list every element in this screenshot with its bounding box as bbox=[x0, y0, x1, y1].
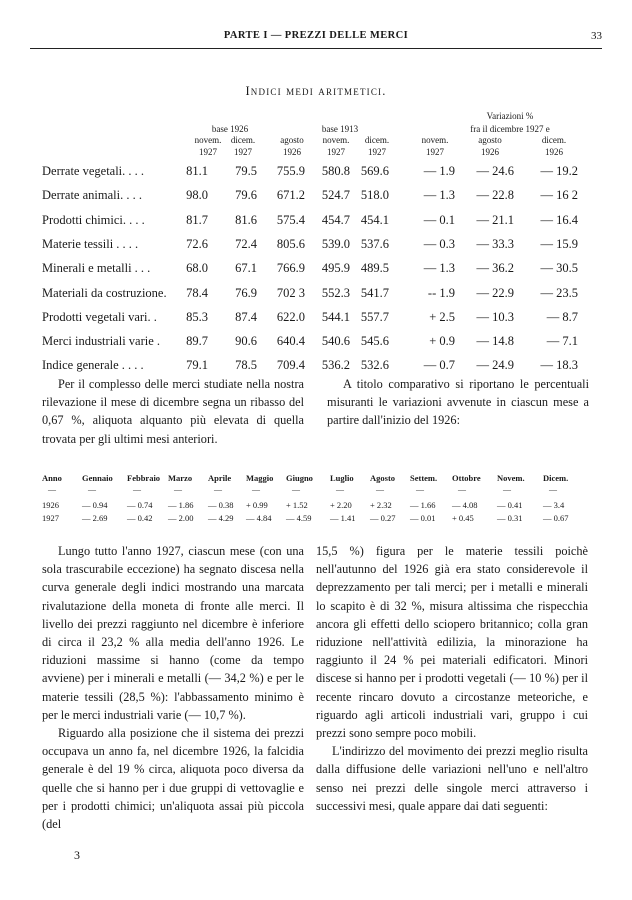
table-cell: — 22.9 bbox=[476, 285, 514, 300]
table-cell: — 19.2 bbox=[540, 164, 578, 178]
monthly-header: Agosto bbox=[370, 473, 396, 483]
paragraph-left-2 bbox=[42, 542, 304, 833]
monthly-value: + 2.32 bbox=[370, 500, 392, 510]
monthly-header: Febbraio bbox=[127, 473, 161, 483]
header-year: 1926 bbox=[481, 147, 499, 157]
paragraph-right-1 bbox=[327, 375, 589, 430]
table-cell: — 23.5 bbox=[540, 285, 578, 300]
header-col-ago: agosto bbox=[280, 135, 304, 145]
table-row-label: Merci industriali varie . bbox=[42, 334, 161, 349]
monthly-value: — 1.41 bbox=[330, 513, 356, 523]
table-cell: 640.4 bbox=[276, 334, 305, 349]
monthly-year: 1927 bbox=[42, 513, 59, 523]
table-cell: 805.6 bbox=[276, 236, 305, 251]
table-title: Indici medi aritmetici. bbox=[245, 84, 387, 98]
header-group-variations: Variazioni % bbox=[486, 111, 534, 121]
table-cell: — 18.3 bbox=[540, 358, 578, 373]
paragraph-text: L'indirizzo del movimento dei prezzi meglio risulta dalla diffusione delle variazioni nell'uno e nell'altro senso nei prezzi delle singole merci attraverso i successivi mesi, quale appare dai dati seguenti: bbox=[316, 744, 588, 813]
header-year: 1926 bbox=[283, 147, 301, 157]
monthly-value: + 0.99 bbox=[246, 500, 268, 510]
monthly-value: — 0.67 bbox=[543, 513, 569, 523]
page-number-top: 33 bbox=[591, 30, 602, 42]
table-cell: — 33.3 bbox=[476, 236, 514, 251]
page-number-bottom: 3 bbox=[74, 848, 80, 862]
table-cell: 552.3 bbox=[321, 285, 350, 300]
paragraph-text: Lungo tutto l'anno 1927, ciascun mese (con una sola trascurabile eccezione) ha segnato discesa nella curva generale degli indici mostrando una marcata rivalutazione della moneta di fronte alle merci. Il livello dei prezzi raggiunto nel dicembre è inferiore di circa il 23,2 % alla media dell'anno 1926. Le riduzioni massime si hanno (come da tempo avviene) per i minerali e metalli (— 34,2 %) e per le materie tessili (28,5 %): l'abbassamento minimo è per le merci industriali varie (— 10,7 %). bbox=[42, 544, 304, 722]
table-cell: 89.7 bbox=[186, 334, 208, 349]
monthly-value: — 0.41 bbox=[497, 500, 523, 510]
table-row-label: Materie tessili . . . . bbox=[42, 236, 139, 251]
header-year: 1927 bbox=[234, 147, 252, 157]
header-group-base-1926: base 1926 bbox=[211, 124, 249, 134]
table-cell: — 0.3 bbox=[423, 236, 455, 251]
table-cell: 532.6 bbox=[360, 358, 389, 373]
monthly-header: Maggio bbox=[246, 473, 274, 483]
monthly-header-underline: — bbox=[416, 485, 424, 494]
table-cell: — 7.1 bbox=[546, 334, 578, 349]
paragraph-text: Riguardo alla posizione che il sistema dei prezzi occupava un anno fa, nel dicembre 1926, la falcidia generale è del 19 % circa, aliquota poco diversa da quelle che si hanno per i due gruppi di vettovaglie e per i prodotti chimici; un'aliquota assai più piccola (del bbox=[42, 726, 304, 832]
table-cell: 580.8 bbox=[321, 164, 350, 178]
header-year: 1926 bbox=[545, 147, 563, 157]
table-cell: 98.0 bbox=[186, 188, 208, 203]
monthly-header: Giugno bbox=[286, 473, 313, 483]
header-col-var-nov: novem. bbox=[421, 135, 449, 145]
table-cell: — 22.8 bbox=[476, 188, 514, 203]
table-row-label: Materiali da costruzione. bbox=[42, 285, 167, 300]
table-cell: 541.7 bbox=[360, 285, 389, 300]
table-cell: 489.5 bbox=[360, 261, 389, 276]
table-cell: 454.1 bbox=[360, 212, 389, 227]
table-row-label: Prodotti vegetali vari. . bbox=[42, 309, 157, 324]
monthly-header-underline: — bbox=[88, 485, 96, 494]
table-cell: 81.6 bbox=[235, 212, 257, 227]
table-row-label: Derrate vegetali. . . . bbox=[42, 164, 145, 178]
table-cell: 72.4 bbox=[235, 236, 257, 251]
monthly-value: — 2.00 bbox=[168, 513, 194, 523]
monthly-value: — 0.74 bbox=[127, 500, 153, 510]
monthly-value: — 4.29 bbox=[208, 513, 234, 523]
table-cell: 454.7 bbox=[321, 212, 350, 227]
table-cell: — 15.9 bbox=[540, 236, 578, 251]
paragraph-right-2 bbox=[316, 542, 588, 815]
table-row-label: Minerali e metalli . . . bbox=[42, 261, 151, 276]
table-cell: — 24.6 bbox=[476, 164, 514, 178]
monthly-header-underline: — bbox=[133, 485, 141, 494]
table-cell: 87.4 bbox=[235, 309, 257, 324]
monthly-header-underline: — bbox=[376, 485, 384, 494]
header-rule bbox=[30, 48, 602, 49]
monthly-value: — 0.31 bbox=[497, 513, 523, 523]
table-cell: — 0.7 bbox=[423, 358, 455, 373]
monthly-header-underline: — bbox=[214, 485, 222, 494]
table-cell: — 36.2 bbox=[476, 261, 514, 276]
table-cell: 68.0 bbox=[186, 261, 208, 276]
monthly-header-underline: — bbox=[503, 485, 511, 494]
monthly-header: Ottobre bbox=[452, 473, 481, 483]
table-cell: 518.0 bbox=[360, 188, 389, 203]
table-cell: — 1.9 bbox=[423, 164, 455, 178]
table-cell: 536.2 bbox=[321, 358, 350, 373]
table-cell: 540.6 bbox=[321, 334, 350, 349]
monthly-value: — 4.84 bbox=[246, 513, 272, 523]
table-cell: — 21.1 bbox=[476, 212, 514, 227]
monthly-header-underline: — bbox=[174, 485, 182, 494]
monthly-value: — 1.66 bbox=[410, 500, 436, 510]
table-cell: 575.4 bbox=[276, 212, 305, 227]
table-cell: — 24.9 bbox=[476, 358, 514, 373]
monthly-header-underline: — bbox=[458, 485, 466, 494]
header-year: 1927 bbox=[368, 147, 386, 157]
table-cell: 495.9 bbox=[321, 261, 350, 276]
table-cell: 79.1 bbox=[186, 358, 208, 373]
header-col-nov-b: novem. bbox=[322, 135, 350, 145]
monthly-header: Luglio bbox=[330, 473, 354, 483]
monthly-value: + 2.20 bbox=[330, 500, 352, 510]
table-cell: 702 3 bbox=[276, 285, 305, 300]
header-group-variations-sub: fra il dicembre 1927 e bbox=[470, 124, 550, 134]
monthly-header: Anno bbox=[42, 473, 62, 483]
table-cell: 90.6 bbox=[235, 334, 257, 349]
table-row-label: Indice generale . . . . bbox=[42, 358, 144, 373]
table-cell: 78.4 bbox=[186, 285, 208, 300]
monthly-value: — 2.69 bbox=[82, 513, 108, 523]
table-cell: 622.0 bbox=[276, 309, 305, 324]
table-cell: 537.6 bbox=[360, 236, 389, 251]
monthly-header-underline: — bbox=[48, 485, 56, 494]
table-cell: 557.7 bbox=[360, 309, 389, 324]
table-cell: 81.1 bbox=[186, 164, 208, 178]
table-cell: 81.7 bbox=[186, 212, 208, 227]
table-cell: 545.6 bbox=[360, 334, 389, 349]
monthly-value: — 0.27 bbox=[370, 513, 396, 523]
table-cell: 78.5 bbox=[235, 358, 257, 373]
header-group-base-1913: base 1913 bbox=[321, 124, 359, 134]
table-cell: — 0.1 bbox=[423, 212, 455, 227]
table-cell: 755.9 bbox=[276, 164, 305, 178]
header-col-var-dic: dicem. bbox=[541, 135, 567, 145]
monthly-value: — 0.38 bbox=[208, 500, 234, 510]
header-col-nov: novem. bbox=[194, 135, 222, 145]
table-cell: + 0.9 bbox=[429, 334, 455, 349]
table-cell: — 8.7 bbox=[546, 309, 578, 324]
header-col-var-ago: agosto bbox=[478, 135, 502, 145]
header-year: 1927 bbox=[327, 147, 345, 157]
table-cell: 569.6 bbox=[360, 164, 389, 178]
monthly-value: — 4.08 bbox=[452, 500, 478, 510]
table-cell: 709.4 bbox=[276, 358, 305, 373]
header-title: PARTE I — PREZZI DELLE MERCI bbox=[223, 30, 409, 41]
monthly-header: Gennaio bbox=[82, 473, 113, 483]
table-cell: 539.0 bbox=[321, 236, 350, 251]
header-year: 1927 bbox=[426, 147, 444, 157]
table-row-label: Derrate animali. . . . bbox=[42, 188, 142, 203]
table-row-label: Prodotti chimici. . . . bbox=[42, 212, 145, 227]
monthly-header: Settem. bbox=[410, 473, 438, 483]
table-cell: 544.1 bbox=[321, 309, 350, 324]
table-cell: 671.2 bbox=[276, 188, 305, 203]
header-col-dic: dicem. bbox=[230, 135, 256, 145]
monthly-header-underline: — bbox=[292, 485, 300, 494]
table-cell: — 1.3 bbox=[423, 188, 455, 203]
table-cell: 72.6 bbox=[186, 236, 208, 251]
paragraph-text: 15,5 %) figura per le materie tessili poichè nell'autunno del 1926 già era stato considerevole il deprezzamento per tali merci; per i metalli e minerali lo scapito è di 32 %, misura altissima che rispecchia ancora gli effetti dello sciopero britannico; colla gran riduzione nell'attività edilizia, la minorazione ha raggiunto il 24 % pei materiali edificatori. Minori discese si hanno per i prodotti vegetali (— 10 %) per il recente rincaro dovuto a circostanze meteoriche, e riguardo agli articoli industriali vari, gruppo i cui prezzi sono sempre poco mobili. bbox=[316, 544, 588, 741]
table-cell: — 16.4 bbox=[540, 212, 578, 227]
monthly-header: Dicem. bbox=[543, 473, 569, 483]
table-cell: — 14.8 bbox=[476, 334, 514, 349]
monthly-value: — 4.59 bbox=[286, 513, 312, 523]
table-cell: 67.1 bbox=[235, 261, 257, 276]
monthly-value: — 0.01 bbox=[410, 513, 436, 523]
table-cell: -- 1.9 bbox=[427, 285, 455, 300]
table-cell: 76.9 bbox=[235, 285, 257, 300]
table-cell: — 16 2 bbox=[540, 188, 578, 203]
monthly-header-underline: — bbox=[336, 485, 344, 494]
paragraph-left-1 bbox=[42, 375, 304, 448]
table-cell: 85.3 bbox=[186, 309, 208, 324]
monthly-value: + 0.45 bbox=[452, 513, 474, 523]
monthly-value: — 1.86 bbox=[168, 500, 194, 510]
table-cell: — 1.3 bbox=[423, 261, 455, 276]
table-cell: 79.6 bbox=[235, 188, 257, 203]
monthly-year: 1926 bbox=[42, 500, 59, 510]
header-col-dic-b: dicem. bbox=[364, 135, 390, 145]
running-header bbox=[30, 30, 602, 46]
table-cell: — 30.5 bbox=[540, 261, 578, 276]
monthly-header-underline: — bbox=[549, 485, 557, 494]
table-cell: 766.9 bbox=[276, 261, 305, 276]
monthly-value: + 1.52 bbox=[286, 500, 308, 510]
monthly-header: Marzo bbox=[168, 473, 193, 483]
table-cell: 79.5 bbox=[235, 164, 257, 178]
header-year: 1927 bbox=[199, 147, 217, 157]
monthly-header: Aprile bbox=[208, 473, 232, 483]
paragraph-text: A titolo comparativo si riportano le percentuali misuranti le variazioni avvenute in ciascun mese a partire dall'inizio del 1926: bbox=[327, 377, 589, 428]
paragraph-text: Per il complesso delle merci studiate nella nostra rilevazione il mese di dicembre segna un ribasso del 0,67 %, aliquota alquanto più elevata di quella trovata per gli ultimi mesi anteriori. bbox=[42, 377, 304, 446]
monthly-value: — 3.4 bbox=[543, 500, 565, 510]
table-cell: 524.7 bbox=[321, 188, 350, 203]
monthly-header-underline: — bbox=[252, 485, 260, 494]
monthly-value: — 0.94 bbox=[82, 500, 108, 510]
monthly-value: — 0.42 bbox=[127, 513, 153, 523]
table-cell: + 2.5 bbox=[429, 309, 455, 324]
monthly-header: Novem. bbox=[497, 473, 525, 483]
table-cell: — 10.3 bbox=[476, 309, 514, 324]
